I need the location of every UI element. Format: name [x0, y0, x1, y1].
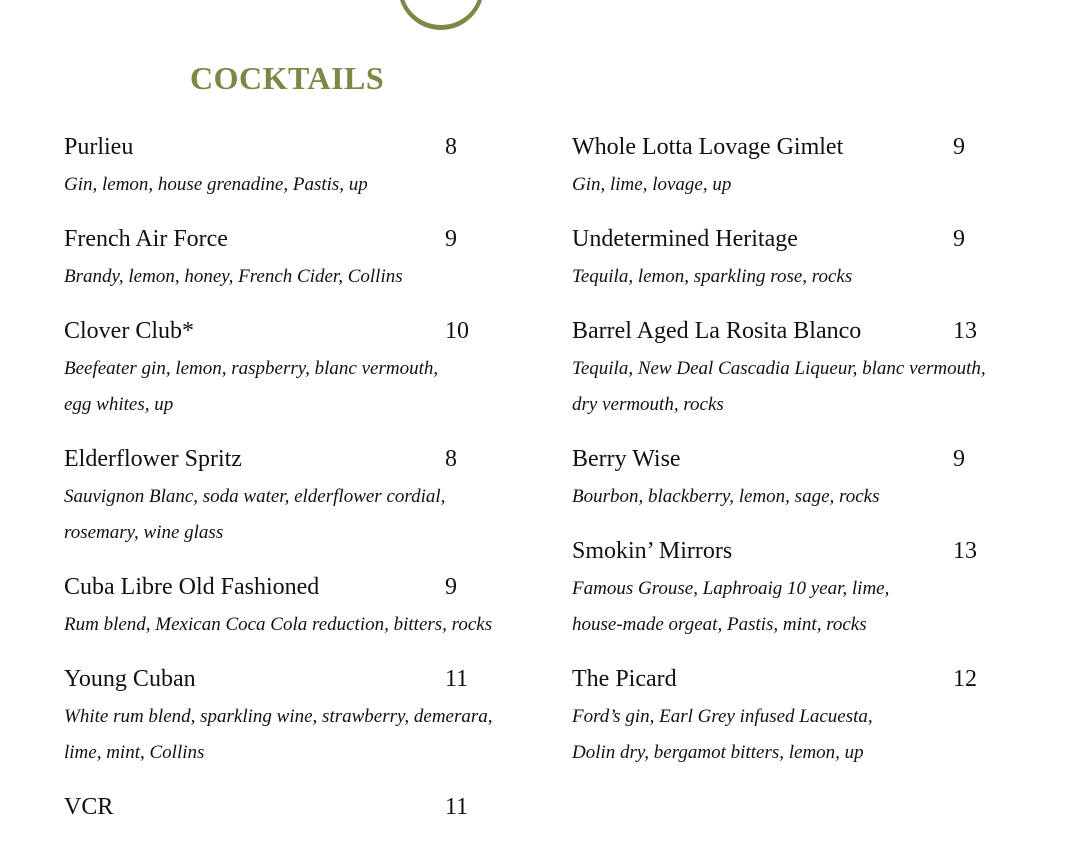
description-line: dry vermouth, rocks: [572, 394, 724, 415]
item-name: Cuba Libre Old Fashioned: [64, 574, 320, 600]
item-price: 11: [445, 666, 469, 692]
item-name: Clover Club*: [64, 318, 194, 344]
description-line: Gin, lime, lovage, up: [572, 174, 732, 195]
menu-item: [64, 314, 484, 423]
menu-item: [64, 662, 493, 771]
item-description: [64, 479, 484, 551]
item-name: Whole Lotta Lovage Gimlet: [572, 134, 844, 160]
menu-item: [64, 790, 484, 824]
description-line: Ford’s gin, Earl Grey infused Lacuesta,: [572, 706, 873, 727]
menu-item: [572, 662, 992, 771]
item-price: 9: [445, 226, 457, 252]
item-name: Berry Wise: [572, 446, 681, 472]
description-line: lime, mint, Collins: [64, 742, 205, 763]
item-name: Purlieu: [64, 134, 134, 160]
item-price: 9: [953, 446, 965, 472]
item-description: [572, 259, 992, 295]
menu-item: [64, 442, 484, 551]
item-name: VCR: [64, 794, 114, 820]
item-description: [64, 607, 493, 643]
item-description: [572, 351, 992, 423]
item-price: 13: [953, 318, 977, 344]
item-price: 8: [445, 134, 457, 160]
item-description: [64, 351, 484, 423]
menu-item: [64, 222, 484, 295]
item-price: 9: [953, 226, 965, 252]
description-line: Tequila, New Deal Cascadia Liqueur, blanc vermouth,: [572, 358, 986, 379]
item-price: 9: [445, 574, 457, 600]
description-line: Dolin dry, bergamot bitters, lemon, up: [572, 742, 864, 763]
menu-item: [572, 314, 992, 423]
menu-item: [572, 534, 992, 643]
item-description: [572, 479, 992, 515]
item-name: Elderflower Spritz: [64, 446, 242, 472]
description-line: Tequila, lemon, sparkling rose, rocks: [572, 266, 853, 287]
item-description: [64, 699, 493, 771]
section-title: COCKTAILS: [190, 60, 385, 96]
item-description: [572, 699, 992, 771]
menu-item: [572, 130, 992, 203]
menu-item: [64, 130, 484, 203]
item-description: [64, 259, 484, 295]
description-line: Sauvignon Blanc, soda water, elderflower cordial,: [64, 486, 446, 507]
item-price: 9: [953, 134, 965, 160]
item-description: [572, 167, 992, 203]
logo-mark: [398, 0, 484, 30]
item-price: 10: [445, 318, 469, 344]
description-line: Famous Grouse, Laphroaig 10 year, lime,: [572, 578, 890, 599]
left-menu-column: [64, 130, 493, 843]
item-name: Smokin’ Mirrors: [572, 538, 733, 564]
menu-item: [64, 570, 493, 643]
item-name: The Picard: [572, 666, 677, 692]
item-price: 13: [953, 538, 977, 564]
description-line: Rum blend, Mexican Coca Cola reduction, bitters, rocks: [64, 614, 493, 635]
item-price: 12: [953, 666, 977, 692]
item-name: French Air Force: [64, 226, 228, 252]
item-price: 11: [445, 794, 469, 820]
description-line: Brandy, lemon, honey, French Cider, Collins: [64, 266, 403, 287]
description-line: egg whites, up: [64, 394, 174, 415]
item-description: [572, 571, 992, 643]
item-name: Undetermined Heritage: [572, 226, 798, 252]
description-line: White rum blend, sparkling wine, strawberry, demerara,: [64, 706, 493, 727]
menu-item: [572, 222, 992, 295]
item-description: [64, 167, 484, 203]
right-menu-column: [572, 130, 992, 790]
item-price: 8: [445, 446, 457, 472]
menu-item: [572, 442, 992, 515]
description-line: Gin, lemon, house grenadine, Pastis, up: [64, 174, 368, 195]
description-line: rosemary, wine glass: [64, 522, 224, 543]
description-line: Bourbon, blackberry, lemon, sage, rocks: [572, 486, 880, 507]
description-line: Beefeater gin, lemon, raspberry, blanc vermouth,: [64, 358, 439, 379]
description-line: house-made orgeat, Pastis, mint, rocks: [572, 614, 867, 635]
item-name: Barrel Aged La Rosita Blanco: [572, 318, 862, 344]
item-name: Young Cuban: [64, 666, 196, 692]
